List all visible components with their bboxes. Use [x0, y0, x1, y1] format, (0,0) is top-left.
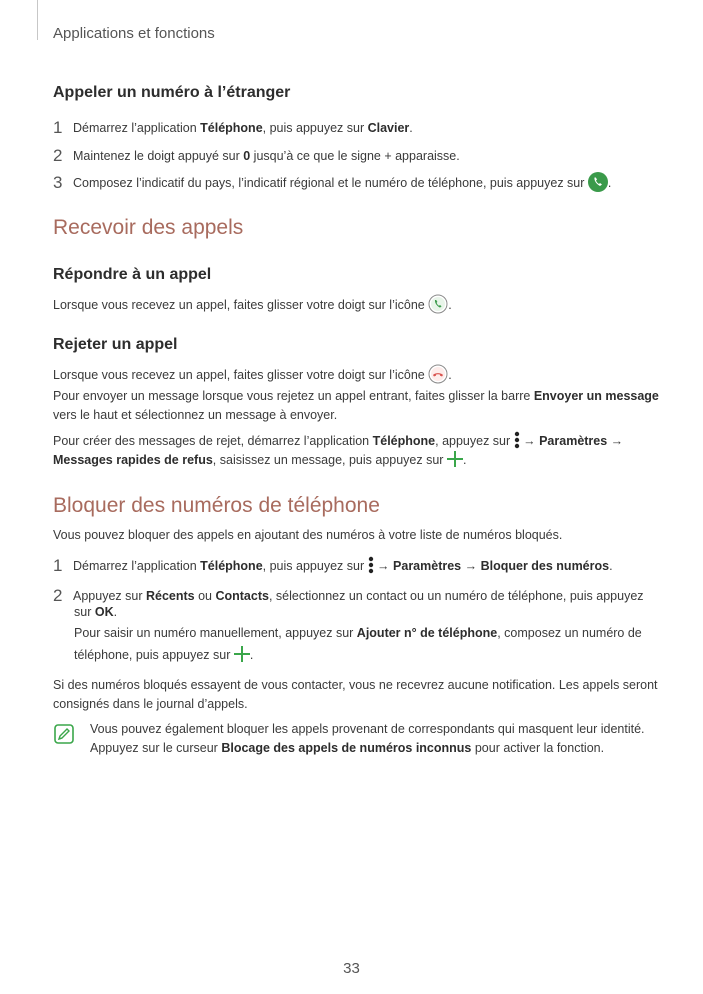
- page-edge-line: [37, 0, 38, 40]
- step-3: 3 Composez l’indicatif du pays, l’indicatif régional et le numéro de téléphone, puis appuyez sur .: [53, 172, 611, 195]
- add-icon: [447, 451, 463, 470]
- note-text-line2: Appuyez sur le curseur Blocage des appels de numéros inconnus pour activer la fonction.: [90, 741, 605, 755]
- step-number: 2: [53, 146, 63, 165]
- block-step-1: 1 Démarrez l’application Téléphone, puis appuyez sur → Paramètres → Bloquer des numéros.: [53, 556, 613, 577]
- block-after-text-line2: consignés dans le journal d’appels.: [53, 697, 248, 711]
- subsection-title-answer-call: Répondre à un appel: [53, 266, 212, 283]
- step-number: 1: [53, 118, 63, 137]
- block-step-2: 2 Appuyez sur Récents ou Contacts, sélectionnez un contact ou un numéro de téléphone, puis appuyez: [53, 586, 644, 605]
- block-step-2-line2: sur OK.: [74, 605, 118, 619]
- step-1: 1 Démarrez l’application Téléphone, puis appuyez sur Clavier.: [53, 118, 413, 137]
- page-header: Applications et fonctions: [53, 25, 215, 42]
- step-2: 2 Maintenez le doigt appuyé sur 0 jusqu’à ce que le signe + apparaisse.: [53, 146, 460, 165]
- section-title-block-numbers: Bloquer des numéros de téléphone: [53, 494, 380, 517]
- reject-call-text: Lorsque vous recevez un appel, faites glisser votre doigt sur l’icône .: [53, 364, 452, 387]
- reject-call-icon: [428, 364, 448, 387]
- section-title-international-call: Appeler un numéro à l’étranger: [53, 84, 291, 101]
- block-after-text-line1: Si des numéros bloqués essayent de vous contacter, vous ne recevrez aucune notification. Les appels seront: [53, 678, 658, 692]
- reject-settings-text-line2: Messages rapides de refus, saisissez un message, puis appuyez sur .: [53, 451, 466, 470]
- reject-message-text-line1: Pour envoyer un message lorsque vous rejetez un appel entrant, faites glisser la barre Envoyer un message: [53, 389, 659, 403]
- subsection-title-reject-call: Rejeter un appel: [53, 336, 178, 353]
- answer-call-text: Lorsque vous recevez un appel, faites glisser votre doigt sur l’icône .: [53, 294, 452, 317]
- page-number: 33: [343, 960, 360, 977]
- block-intro-text: Vous pouvez bloquer des appels en ajoutant des numéros à votre liste de numéros bloqués.: [53, 528, 563, 542]
- call-button-icon: [588, 172, 608, 195]
- section-title-receive-calls: Recevoir des appels: [53, 216, 244, 239]
- block-step-2-line3: Pour saisir un numéro manuellement, appuyez sur Ajouter n° de téléphone, composez un numéro de: [74, 626, 642, 640]
- step-number: 3: [53, 172, 63, 192]
- block-step-2-line4: téléphone, puis appuyez sur .: [74, 646, 253, 665]
- reject-settings-text-line1: Pour créer des messages de rejet, démarrez l’application Téléphone, appuyez sur → Paramètres →: [53, 431, 623, 452]
- add-icon: [234, 646, 250, 665]
- reject-message-text-line2: vers le haut et sélectionnez un message à envoyer.: [53, 408, 338, 422]
- step-number: 1: [53, 556, 63, 575]
- note-text-line1: Vous pouvez également bloquer les appels provenant de correspondants qui masquent leur identité.: [90, 722, 645, 736]
- step-number: 2: [53, 586, 63, 605]
- accept-call-icon: [428, 294, 448, 317]
- note-icon: [54, 724, 74, 744]
